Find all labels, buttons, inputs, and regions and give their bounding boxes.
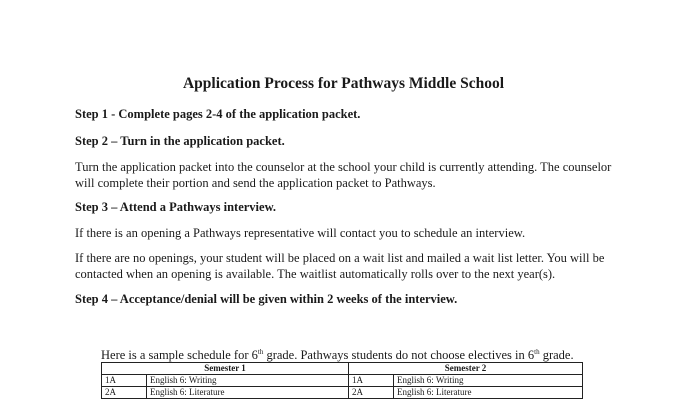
period-cell: 1A	[102, 375, 147, 387]
step-3-heading: Step 3 – Attend a Pathways interview.	[75, 200, 277, 214]
period-cell: 2A	[102, 387, 147, 399]
schedule-intro	[101, 348, 574, 363]
course-cell: English 6: Literature	[394, 387, 583, 399]
semester-2-header: Semester 2	[349, 363, 583, 375]
schedule-intro-text-1: Here is a sample schedule for 6	[101, 348, 258, 362]
table-row	[102, 387, 583, 399]
step-4-heading: Step 4 – Acceptance/denial will be given within 2 weeks of the interview.	[75, 292, 458, 306]
schedule-intro-text-2: grade. Pathways students do not choose electives in 6	[263, 348, 535, 362]
course-cell: English 6: Writing	[394, 375, 583, 387]
sample-schedule-table	[101, 362, 583, 399]
schedule-intro-sup-1: th	[257, 347, 264, 356]
course-cell: English 6: Writing	[147, 375, 349, 387]
step-2-paragraph: Turn the application packet into the counselor at the school your child is currently attending. The counselor will complete their portion and send the application packet to Pathways.	[75, 160, 612, 190]
table-row	[102, 375, 583, 387]
step-3-paragraph-2: If there are no openings, your student will be placed on a wait list and mailed a wait list letter. You will be contacted when an opening is available. The waitlist automatically rolls over to the next year(s).	[75, 251, 605, 281]
course-cell: English 6: Literature	[147, 387, 349, 399]
period-cell: 1A	[349, 375, 394, 387]
schedule-intro-sup-2: th	[534, 347, 540, 356]
step-3-paragraph-1: If there is an opening a Pathways representative will contact you to schedule an interview.	[75, 226, 526, 240]
schedule-intro-text-3: grade.	[539, 348, 574, 362]
semester-1-header: Semester 1	[102, 363, 349, 375]
schedule-header-row	[102, 363, 583, 375]
step-1-heading: Step 1 - Complete pages 2-4 of the application packet.	[75, 107, 361, 121]
step-2-heading: Step 2 – Turn in the application packet.	[75, 134, 285, 148]
page-title: Application Process for Pathways Middle School	[182, 75, 505, 92]
period-cell: 2A	[349, 387, 394, 399]
